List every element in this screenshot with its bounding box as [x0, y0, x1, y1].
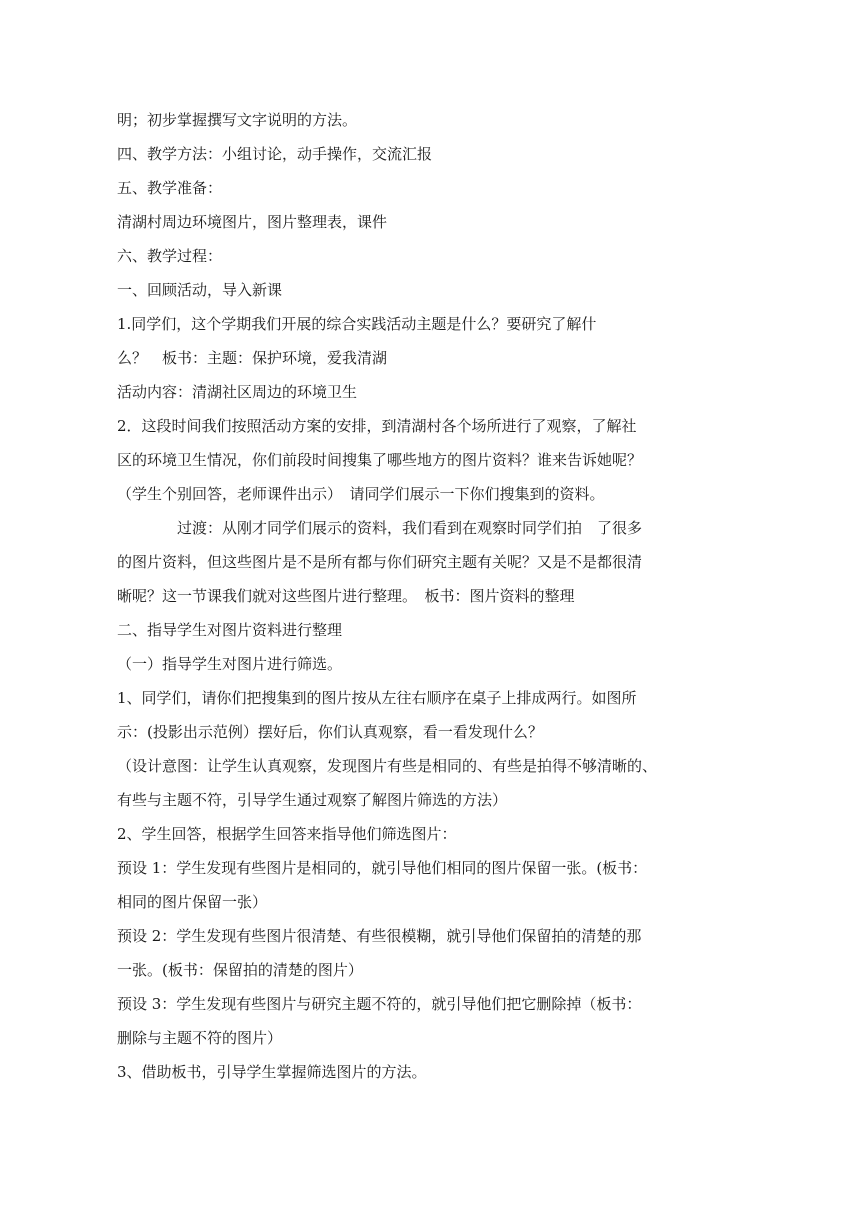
text-line: 2．这段时间我们按照活动方案的安排，到清湖村各个场所进行了观察，了解社 — [117, 417, 637, 435]
text-line: 清湖村周边环境图片，图片整理表，课件 — [117, 213, 388, 231]
text-line: 一张。(板书：保留拍的清楚的图片） — [117, 961, 363, 979]
text-line: （设计意图：让学生认真观察，发现图片有些是相同的、有些是拍得不够清晰的、 — [117, 757, 658, 775]
text-line: 活动内容：清湖社区周边的环境卫生 — [117, 383, 358, 401]
text-line: （一）指导学生对图片进行筛选。 — [117, 655, 343, 673]
text-line: （学生个别回答，老师课件出示） 请同学们展示一下你们搜集到的资料。 — [117, 485, 605, 503]
text-line: 二、指导学生对图片资料进行整理 — [117, 621, 343, 639]
text-line: 删除与主题不符的图片） — [117, 1029, 283, 1047]
text-line: 预设 3：学生发现有些图片与研究主题不符的，就引导他们把它删除掉（板书： — [117, 995, 642, 1013]
text-line: 的图片资料，但这些图片是不是所有都与你们研究主题有关呢？又是不是都很清 — [117, 553, 643, 571]
text-line: 3、借助板书，引导学生掌握筛选图片的方法。 — [117, 1063, 427, 1081]
text-line: 预设 1：学生发现有些图片是相同的，就引导他们相同的图片保留一张。(板书： — [117, 859, 648, 877]
text-line: 相同的图片保留一张） — [117, 893, 268, 911]
text-line: 示：(投影出示范例）摆好后，你们认真观察，看一看发现什么？ — [117, 723, 543, 741]
text-line: 1、同学们，请你们把搜集到的图片按从左往右顺序在桌子上排成两行。如图所 — [117, 689, 637, 707]
text-line: 一、回顾活动，导入新课 — [117, 281, 283, 299]
text-line: 区的环境卫生情况，你们前段时间搜集了哪些地方的图片资料？谁来告诉她呢？ — [117, 451, 643, 469]
text-line: 明；初步掌握撰写文字说明的方法。 — [117, 111, 358, 129]
text-line: 么？ 板书：主题：保护环境，爱我清湖 — [117, 349, 388, 367]
text-line: 预设 2：学生发现有些图片很清楚、有些很模糊，就引导他们保留拍的清楚的那 — [117, 927, 642, 945]
text-line: 有些与主题不符，引导学生通过观察了解图片筛选的方法） — [117, 791, 508, 809]
text-line: 晰呢？这一节课我们就对这些图片进行整理。 板书：图片资料的整理 — [117, 587, 575, 605]
text-line: 2、学生回答，根据学生回答来指导他们筛选图片： — [117, 825, 457, 843]
text-line: 四、教学方法：小组讨论，动手操作，交流汇报 — [117, 145, 433, 163]
text-line: 六、教学过程： — [117, 247, 223, 265]
text-line: 过渡：从刚才同学们展示的资料，我们看到在观察时同学们拍 了很多 — [117, 519, 643, 537]
text-line: 五、教学准备： — [117, 179, 223, 197]
text-line: 1.同学们，这个学期我们开展的综合实践活动主题是什么？要研究了解什 — [117, 315, 597, 333]
